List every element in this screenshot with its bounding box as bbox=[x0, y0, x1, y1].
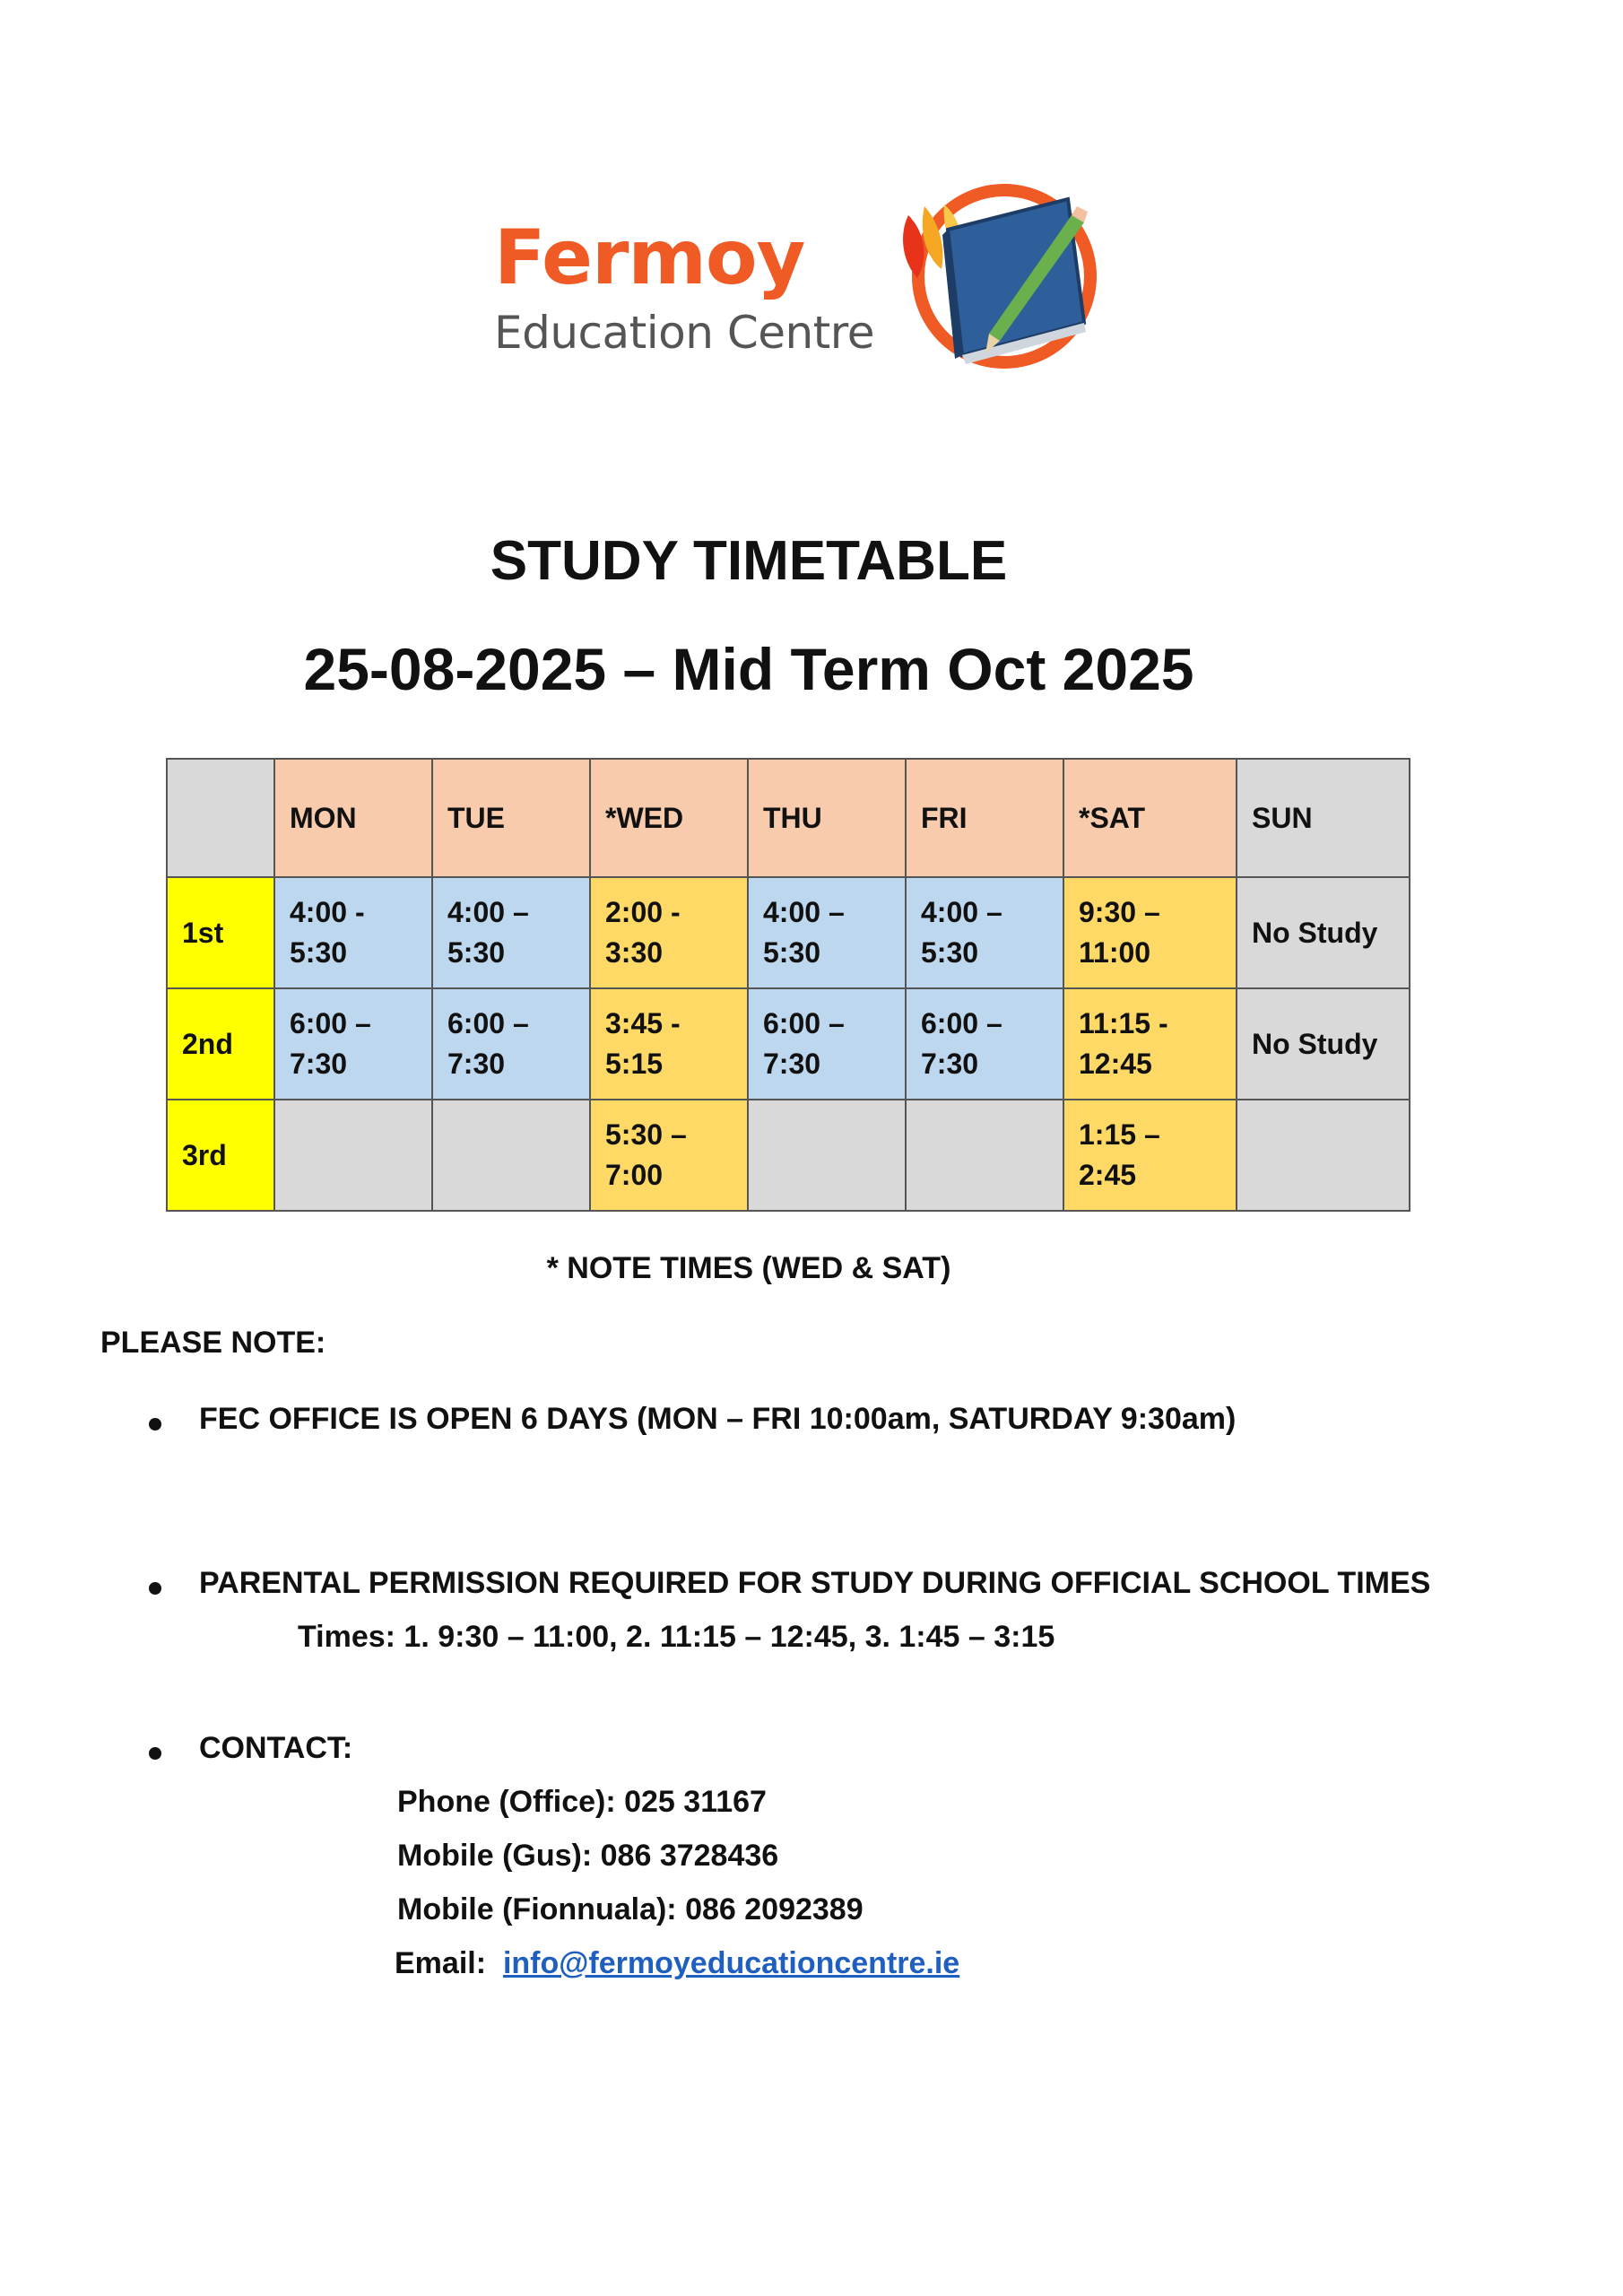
slot-label: 1st bbox=[167, 877, 274, 988]
study-timetable bbox=[166, 758, 1410, 1212]
empty-cell bbox=[432, 1100, 590, 1211]
logo-subtitle: Education Centre bbox=[494, 307, 875, 359]
time-cell: 5:30 – 7:00 bbox=[590, 1100, 748, 1211]
time-cell: 11:15 - 12:45 bbox=[1063, 988, 1237, 1100]
book-pencil-icon bbox=[892, 179, 1107, 377]
mobile-fionnuala: Mobile (Fionnuala): 086 2092389 bbox=[397, 1892, 864, 1926]
time-cell: 6:00 – 7:30 bbox=[274, 988, 432, 1100]
time-cell: 4:00 - 5:30 bbox=[274, 877, 432, 988]
empty-cell bbox=[906, 1100, 1063, 1211]
day-header-thu: THU bbox=[748, 759, 906, 877]
email-line bbox=[395, 1946, 959, 1981]
time-cell: 2:00 - 3:30 bbox=[590, 877, 748, 988]
mobile-gus: Mobile (Gus): 086 3728436 bbox=[397, 1839, 779, 1873]
empty-cell bbox=[274, 1100, 432, 1211]
page-title: STUDY TIMETABLE bbox=[490, 530, 1008, 592]
time-cell: 9:30 – 11:00 bbox=[1063, 877, 1237, 988]
time-cell: 6:00 – 7:30 bbox=[748, 988, 906, 1100]
table-row bbox=[167, 877, 1410, 988]
table-row bbox=[167, 988, 1410, 1100]
time-cell: 1:15 – 2:45 bbox=[1063, 1100, 1237, 1211]
no-study-cell: No Study bbox=[1237, 988, 1410, 1100]
bullet-dot bbox=[149, 1418, 161, 1431]
day-header-mon: MON bbox=[274, 759, 432, 877]
office-hours-text: FEC OFFICE IS OPEN 6 DAYS (MON – FRI 10:00am, SATURDAY 9:30am) bbox=[199, 1402, 1237, 1436]
bullet-dot bbox=[149, 1747, 161, 1760]
time-cell: 3:45 - 5:15 bbox=[590, 988, 748, 1100]
slot-label: 3rd bbox=[167, 1100, 274, 1211]
times-note: * NOTE TIMES (WED & SAT) bbox=[546, 1251, 951, 1285]
please-note-heading: PLEASE NOTE: bbox=[100, 1326, 326, 1360]
day-header-sat: *SAT bbox=[1063, 759, 1237, 877]
time-cell: 4:00 – 5:30 bbox=[432, 877, 590, 988]
day-header-wed: *WED bbox=[590, 759, 748, 877]
no-study-cell: No Study bbox=[1237, 877, 1410, 988]
corner-cell bbox=[167, 759, 274, 877]
day-header-tue: TUE bbox=[432, 759, 590, 877]
email-label: Email: bbox=[395, 1946, 487, 1980]
bullet-dot bbox=[149, 1582, 161, 1595]
permission-text: PARENTAL PERMISSION REQUIRED FOR STUDY DURING OFFICIAL SCHOOL TIMES bbox=[199, 1566, 1431, 1600]
contact-heading: CONTACT: bbox=[199, 1731, 353, 1765]
time-cell: 6:00 – 7:30 bbox=[906, 988, 1063, 1100]
table-row bbox=[167, 1100, 1410, 1211]
logo bbox=[489, 179, 1107, 377]
page-subtitle: 25-08-2025 – Mid Term Oct 2025 bbox=[303, 636, 1194, 702]
phone-office: Phone (Office): 025 31167 bbox=[397, 1785, 767, 1819]
logo-name: Fermoy bbox=[494, 213, 805, 301]
time-cell: 4:00 – 5:30 bbox=[748, 877, 906, 988]
empty-cell bbox=[748, 1100, 906, 1211]
empty-cell bbox=[1237, 1100, 1410, 1211]
slot-label: 2nd bbox=[167, 988, 274, 1100]
email-link[interactable]: info@fermoyeducationcentre.ie bbox=[502, 1946, 960, 1980]
header-row bbox=[167, 759, 1410, 877]
school-times-text: Times: 1. 9:30 – 11:00, 2. 11:15 – 12:45, 3. 1:45 – 3:15 bbox=[298, 1620, 1055, 1654]
time-cell: 6:00 – 7:30 bbox=[432, 988, 590, 1100]
day-header-fri: FRI bbox=[906, 759, 1063, 877]
time-cell: 4:00 – 5:30 bbox=[906, 877, 1063, 988]
day-header-sun: SUN bbox=[1237, 759, 1410, 877]
